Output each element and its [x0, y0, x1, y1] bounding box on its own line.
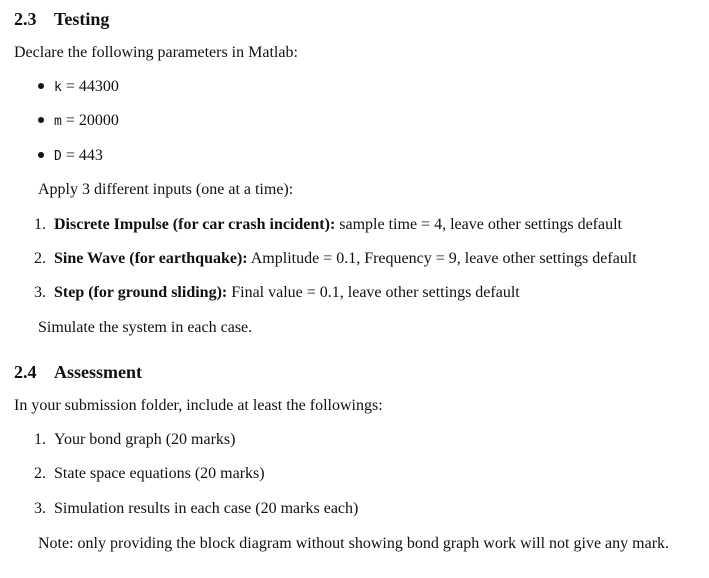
item-number: 3. [34, 284, 46, 301]
param-item [38, 78, 119, 96]
input-item [34, 250, 637, 268]
section-number: 2.4 [14, 362, 37, 382]
param-name: D [54, 149, 62, 164]
item-number: 1. [34, 216, 46, 233]
param-value: = 20000 [61, 112, 119, 129]
assessment-item [34, 465, 265, 483]
assessment-item [34, 500, 358, 518]
input-item [34, 216, 622, 234]
item-number: 2. [34, 250, 46, 267]
item-text: State space equations (20 marks) [54, 465, 265, 482]
apply-text: Apply 3 different inputs (one at a time): [38, 181, 294, 198]
bullet-icon [38, 83, 44, 89]
param-name: k [54, 80, 62, 95]
testing-intro: Declare the following parameters in Matlab: [14, 44, 298, 61]
assessment-intro: In your submission folder, include at least the followings: [14, 397, 383, 414]
item-text: Simulation results in each case (20 marks each) [54, 500, 359, 517]
assessment-note: Note: only providing the block diagram without showing bond graph work will not give any mark. [38, 535, 670, 552]
section-number: 2.3 [14, 9, 37, 29]
param-value: = 443 [61, 147, 103, 164]
param-item [38, 112, 119, 130]
input-item [34, 284, 520, 302]
bullet-icon [38, 117, 44, 123]
item-text: Your bond graph (20 marks) [54, 431, 236, 448]
param-item [38, 147, 103, 165]
input-desc: sample time = 4, leave other settings default [335, 216, 622, 233]
item-number: 3. [34, 500, 46, 517]
input-label: Discrete Impulse (for car crash incident): [54, 216, 336, 233]
item-number: 2. [34, 465, 46, 482]
input-desc: Amplitude = 0.1, Frequency = 9, leave other settings default [247, 250, 637, 267]
input-desc: Final value = 0.1, leave other settings default [227, 284, 520, 301]
param-value: = 44300 [61, 78, 119, 95]
input-label: Step (for ground sliding): [54, 284, 228, 301]
section-heading-assessment [14, 362, 142, 383]
section-title: Assessment [54, 362, 142, 382]
param-name: m [54, 114, 62, 129]
input-label: Sine Wave (for earthquake): [54, 250, 248, 267]
item-number: 1. [34, 431, 46, 448]
assessment-item [34, 431, 235, 449]
section-title: Testing [54, 9, 110, 29]
bullet-icon [38, 152, 44, 158]
section-heading-testing [14, 9, 109, 30]
simulate-text: Simulate the system in each case. [38, 319, 253, 336]
